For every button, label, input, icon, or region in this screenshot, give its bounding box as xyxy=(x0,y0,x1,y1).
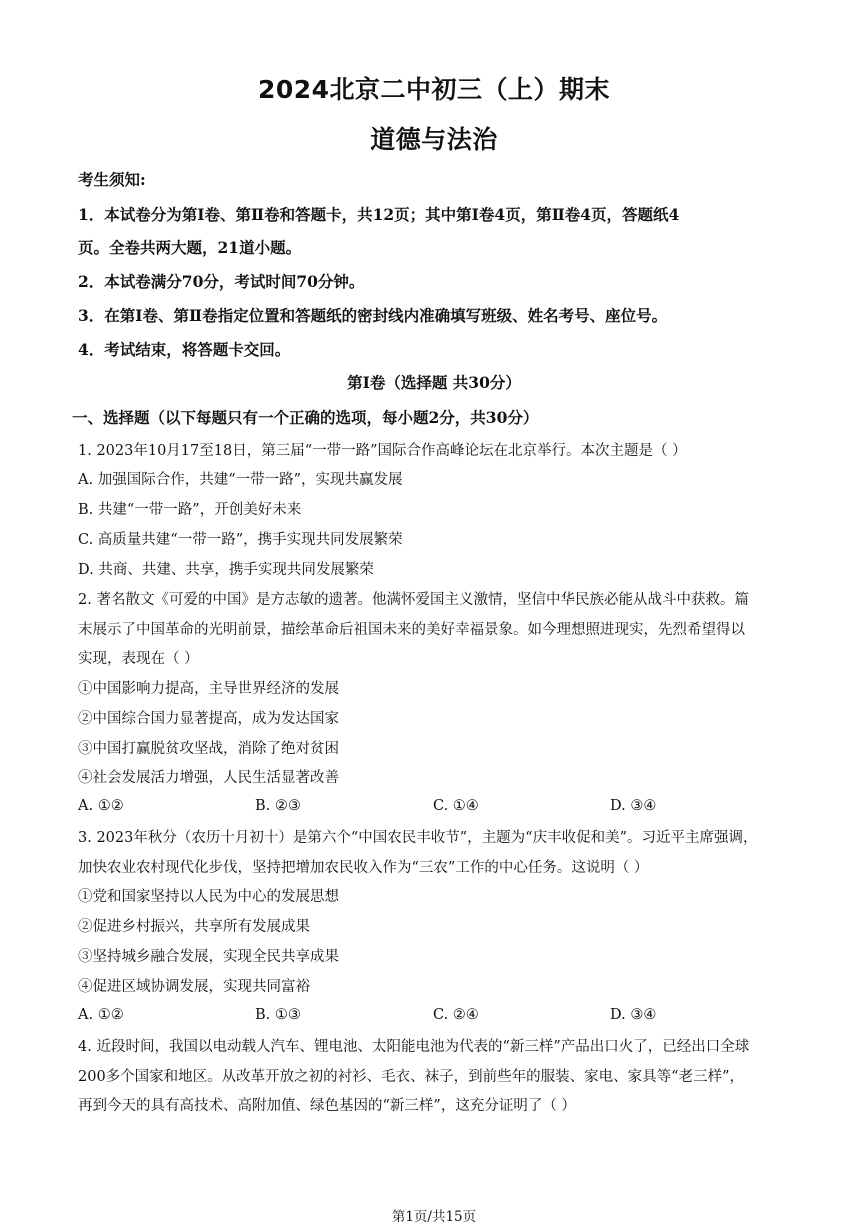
page-number: 第1页/共15页 xyxy=(391,1209,477,1225)
question-3-item: ①党和国家坚持以人民为中心的发展思想 xyxy=(78,889,339,905)
question-1-option-c: C. 高质量共建“一带一路”，携手实现共同发展繁荣 xyxy=(78,532,403,548)
notice-item: 1．本试卷分为第Ⅰ卷、第Ⅱ卷和答题卡，共12页；其中第Ⅰ卷4页，第Ⅱ卷4页，答题纸4 xyxy=(78,205,680,224)
question-3-choice-c: C. ②④ xyxy=(433,1007,479,1023)
question-1-stem: 1. 2023年10月17至18日，第三届“一带一路”国际合作高峰论坛在北京举行。本次主题是（ ） xyxy=(78,443,687,459)
question-2-choice-d: D. ③④ xyxy=(610,798,657,814)
question-2-item: ④社会发展活力增强，人民生活显著改善 xyxy=(78,770,339,786)
question-2-item: ①中国影响力提高，主导世界经济的发展 xyxy=(78,681,339,697)
question-3-choice-b: B. ①③ xyxy=(255,1007,301,1023)
question-2-stem: 2. 著名散文《可爱的中国》是方志敏的遗著。他满怀爱国主义激情，坚信中华民族必能从战斗中获救。篇 xyxy=(78,592,749,608)
question-1-option-a: A. 加强国际合作，共建“一带一路”，实现共赢发展 xyxy=(78,472,403,488)
question-3-choice-a: A. ①② xyxy=(78,1007,124,1023)
question-2-stem: 末展示了中国革命的光明前景，描绘革命后祖国未来的美好幸福景象。如今理想照进现实，先烈希望得以 xyxy=(78,622,745,638)
part-title: 一、选择题（以下每题只有一个正确的选项，每小题2分，共30分） xyxy=(72,408,539,427)
question-2-choices xyxy=(78,798,798,818)
question-4-stem: 200多个国家和地区。从改革开放之初的衬衫、毛衣、袜子，到前些年的服装、家电、家具等“老三样”， xyxy=(78,1069,744,1085)
question-2-choice-b: B. ②③ xyxy=(255,798,301,814)
question-3-item: ④促进区域协调发展，实现共同富裕 xyxy=(78,979,310,995)
question-2-item: ②中国综合国力显著提高，成为发达国家 xyxy=(78,711,339,727)
question-2-choice-a: A. ①② xyxy=(78,798,124,814)
question-1-option-b: B. 共建“一带一路”，开创美好未来 xyxy=(78,502,302,518)
notice-item: 4．考试结束，将答题卡交回。 xyxy=(78,340,291,359)
question-1-option-d: D. 共商、共建、共享，携手实现共同发展繁荣 xyxy=(78,562,374,578)
question-3-choices xyxy=(78,1007,798,1027)
question-3-stem: 加快农业农村现代化步伐，坚持把增加农民收入作为“三农”工作的中心任务。这说明（ ） xyxy=(78,860,649,876)
notice-heading: 考生须知: xyxy=(78,170,146,189)
section-heading: 第Ⅰ卷（选择题 共30分） xyxy=(347,373,521,392)
notice-item: 页。全卷共两大题，21道小题。 xyxy=(78,238,302,257)
question-4-stem: 4. 近段时间，我国以电动载人汽车、锂电池、太阳能电池为代表的“新三样”产品出口火了，已经出口全球 xyxy=(78,1039,750,1055)
question-2-choice-c: C. ①④ xyxy=(433,798,479,814)
question-2-stem: 实现，表现在（ ） xyxy=(78,651,199,667)
subject-title: 道德与法治 xyxy=(370,125,498,154)
question-3-stem: 3. 2023年秋分（农历十月初十）是第六个“中国农民丰收节”，主题为“庆丰收促和美”。习近平主席强调， xyxy=(78,830,758,846)
question-2-item: ③中国打赢脱贫攻坚战，消除了绝对贫困 xyxy=(78,741,339,757)
question-3-choice-d: D. ③④ xyxy=(610,1007,657,1023)
question-4-stem: 再到今天的具有高技术、高附加值、绿色基因的“新三样”，这充分证明了（ ） xyxy=(78,1098,576,1114)
question-3-item: ③坚持城乡融合发展，实现全民共享成果 xyxy=(78,949,339,965)
exam-title: 2024北京二中初三（上）期末 xyxy=(257,75,611,104)
notice-item: 3．在第Ⅰ卷、第Ⅱ卷指定位置和答题纸的密封线内准确填写班级、姓名考号、座位号。 xyxy=(78,306,668,325)
notice-item: 2．本试卷满分70分，考试时间70分钟。 xyxy=(78,272,365,291)
question-3-item: ②促进乡村振兴，共享所有发展成果 xyxy=(78,919,310,935)
